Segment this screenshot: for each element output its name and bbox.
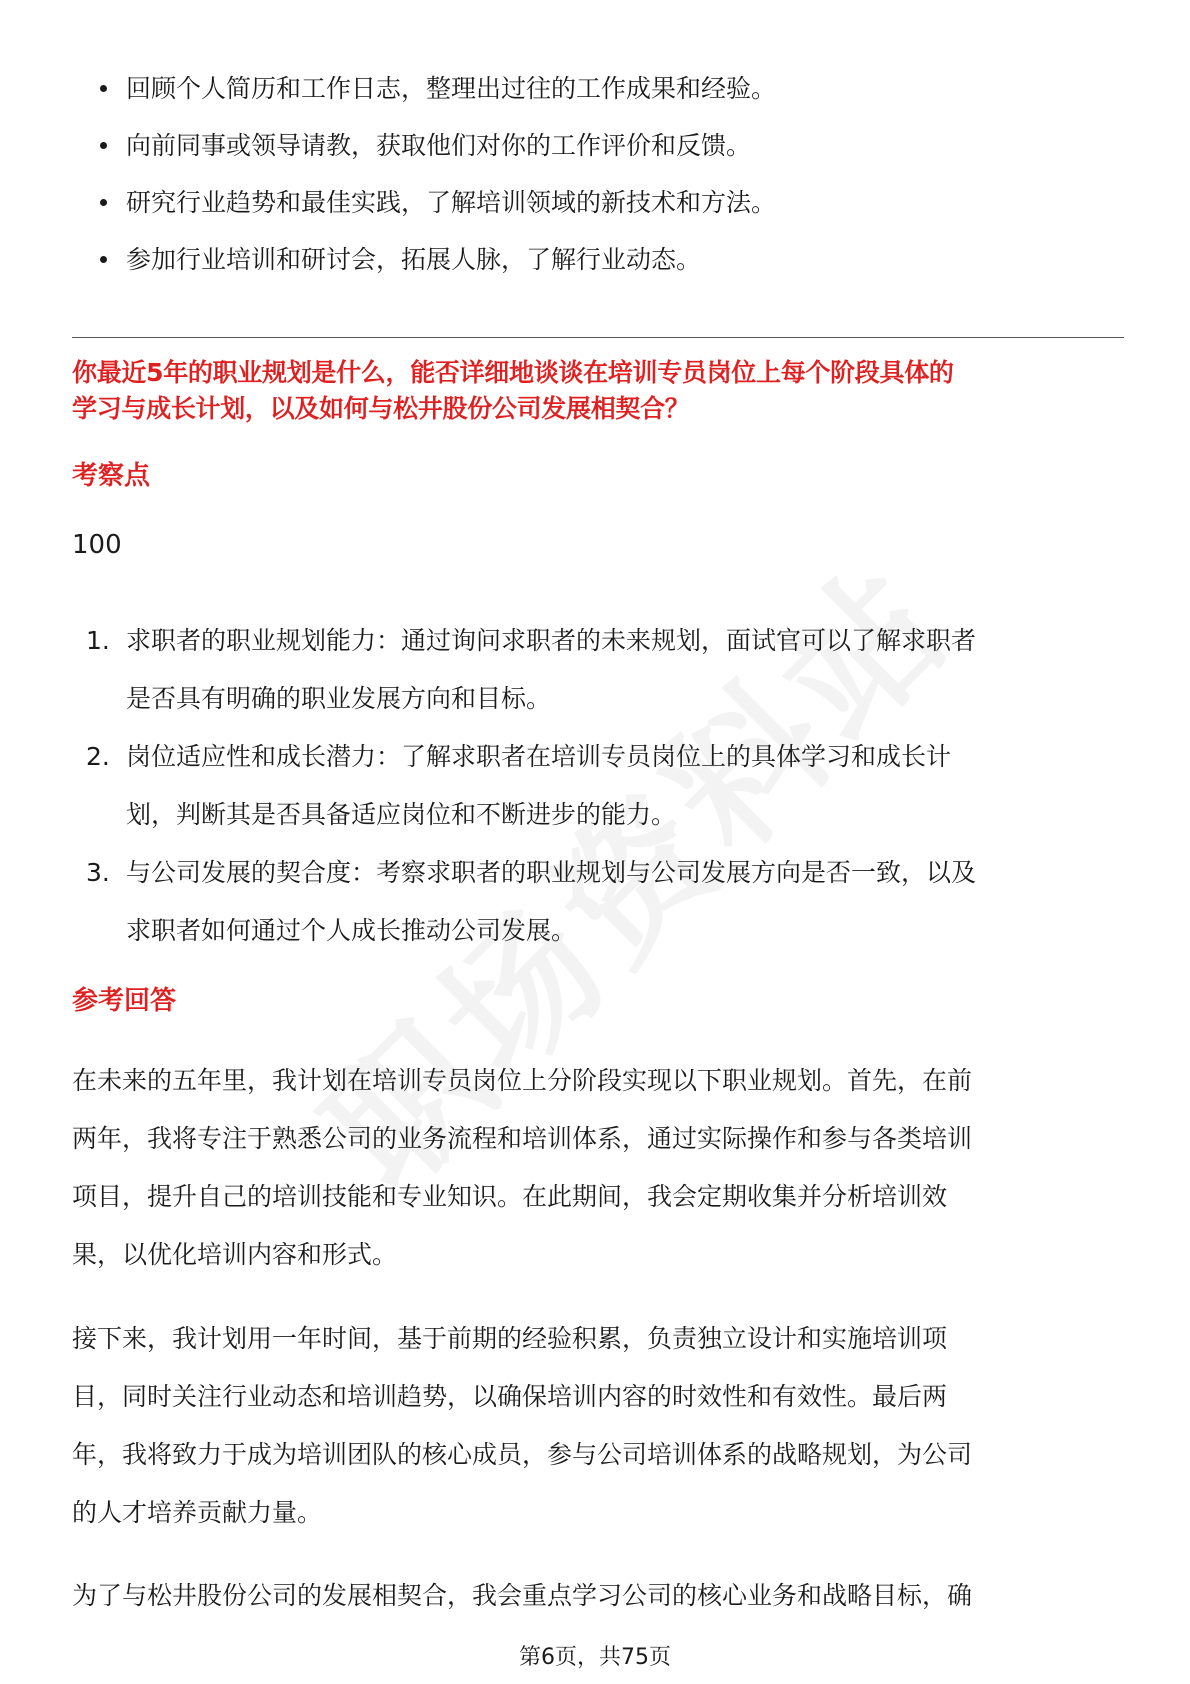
question-heading: 你最近5年的职业规划是什么，能否详细地谈谈在培训专员岗位上每个阶段具体的 学习与成长计划，以及如何与松井股份公司发展相契合？ [72, 358, 954, 423]
list-item: 向前同事或领导请教，获取他们对你的工作评价和反馈。 [100, 117, 1120, 174]
list-item: 回顾个人简历和工作日志，整理出过往的工作成果和经验。 [100, 60, 1120, 117]
page-footer: 第6页，共75页 [519, 1645, 671, 1670]
score-value: 100 [72, 530, 122, 560]
bullet-list [100, 60, 1120, 288]
section-label-assessment: 考察点 [72, 461, 151, 491]
list-item: 研究行业趋势和最佳实践，了解培训领域的新技术和方法。 [100, 174, 1120, 231]
list-number: 3. [86, 858, 110, 887]
list-item: 3. 与公司发展的契合度：考察求职者的职业规划与公司发展方向是否一致，以及 求职者如何通过个人成长推动公司发展。 [86, 844, 1136, 960]
bullet-icon [100, 85, 107, 92]
answer-paragraph: 在未来的五年里，我计划在培训专员岗位上分阶段实现以下职业规划。首先，在前 两年，我将专注于熟悉公司的业务流程和培训体系，通过实际操作和参与各类培训 项目，提升自己的培训技能和专业知识。在此期间，我会定期收集并分析培训效 果，以优化培训内容和形式。 [72, 1066, 973, 1269]
list-item: 1. 求职者的职业规划能力：通过询问求职者的未来规划，面试官可以了解求职者 是否具有明确的职业发展方向和目标。 [86, 612, 1136, 728]
answer-paragraph: 为了与松井股份公司的发展相契合，我会重点学习公司的核心业务和战略目标，确 [72, 1581, 973, 1610]
list-number: 2. [86, 742, 110, 771]
assessment-points [86, 612, 1136, 960]
list-item: 2. 岗位适应性和成长潜力：了解求职者在培训专员岗位上的具体学习和成长计 划，判断其是否具备适应岗位和不断进步的能力。 [86, 728, 1136, 844]
list-number: 1. [86, 626, 110, 655]
answer-paragraph: 接下来，我计划用一年时间，基于前期的经验积累，负责独立设计和实施培训项 目，同时关注行业动态和培训趋势，以确保培训内容的时效性和有效性。最后两 年，我将致力于成为培训团队的核心成员，参与公司培训体系的战略规划，为公司 的人才培养贡献力量。 [72, 1324, 973, 1527]
list-item: 参加行业培训和研讨会，拓展人脉，了解行业动态。 [100, 231, 1120, 288]
section-label-reference-answer: 参考回答 [72, 986, 177, 1016]
bullet-icon [100, 142, 107, 149]
bullet-icon [100, 199, 107, 206]
section-divider [72, 337, 1124, 338]
bullet-icon [100, 256, 107, 263]
